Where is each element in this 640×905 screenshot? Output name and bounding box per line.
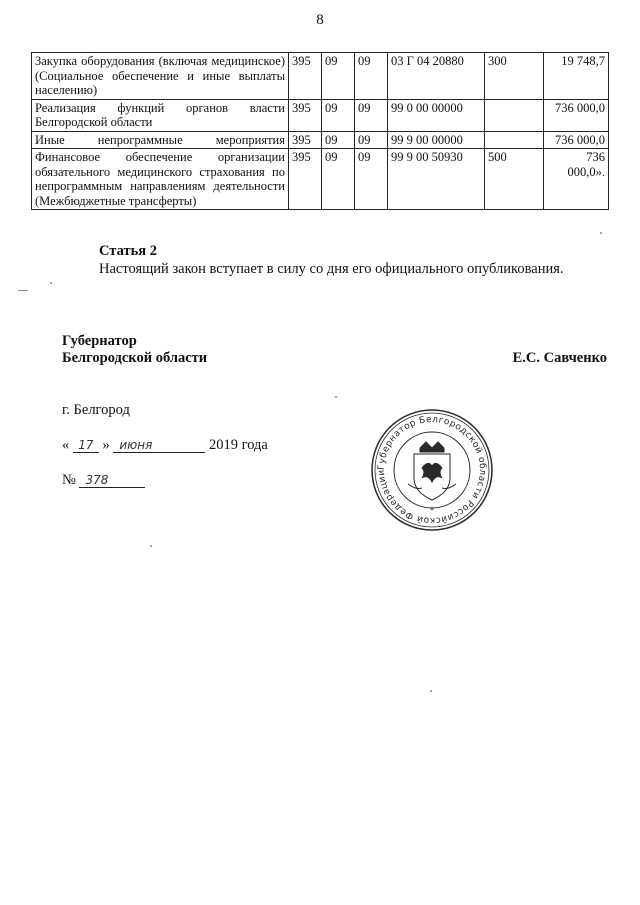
budget-table-body (32, 53, 609, 210)
row-subsection: 09 (355, 149, 388, 210)
row-subsection: 09 (355, 99, 388, 131)
scan-speck (150, 545, 152, 547)
row-amount: 736 000,0 (544, 99, 609, 131)
table-row (32, 131, 609, 149)
number-sign: № (62, 472, 76, 488)
row-expense-type: 300 (485, 53, 544, 100)
date-month: июня (113, 439, 205, 453)
row-section: 09 (322, 53, 355, 100)
row-target-article: 99 0 00 00000 (388, 99, 485, 131)
table-row (32, 53, 609, 100)
row-admin-code: 395 (289, 131, 322, 149)
date-close-quote: » (102, 437, 110, 453)
row-expense-type: 500 (485, 149, 544, 210)
governor-title-line1: Губернатор (62, 333, 137, 349)
official-seal-stamp (370, 408, 494, 532)
seal-text: Губернатор Белгородской области Российской Федерации (376, 414, 488, 526)
row-amount: 19 748,7 (544, 53, 609, 100)
row-target-article: 99 9 00 50930 (388, 149, 485, 210)
scan-speck (335, 396, 337, 398)
governor-name: Е.С. Савченко (512, 350, 607, 366)
row-admin-code: 395 (289, 53, 322, 100)
row-name: Финансовое обеспечение организации обязательного медицинского страхования по непрограммным направлениям деятельности (Межбюджетные трансферты) (32, 149, 289, 210)
row-subsection: 09 (355, 131, 388, 149)
scan-speck (18, 290, 28, 291)
date-open-quote: « (62, 437, 70, 453)
table-row (32, 149, 609, 210)
row-expense-type (485, 131, 544, 149)
article-text: Настоящий закон вступает в силу со дня его официального опубликования. (99, 261, 564, 277)
row-admin-code: 395 (289, 99, 322, 131)
row-admin-code: 395 (289, 149, 322, 210)
row-name: Иные непрограммные мероприятия (32, 131, 289, 149)
row-name: Реализация функций органов власти Белгородской области (32, 99, 289, 131)
row-amount: 736 000,0 (544, 131, 609, 149)
table-row (32, 99, 609, 131)
article-title: Статья 2 (99, 243, 157, 259)
signing-date (62, 437, 268, 454)
seal-star-icon: * (430, 506, 434, 515)
row-name: Закупка оборудования (включая медицинское) (Социальное обеспечение и иные выплаты населению) (32, 53, 289, 100)
row-section: 09 (322, 149, 355, 210)
row-target-article: 99 9 00 00000 (388, 131, 485, 149)
budget-table (31, 52, 609, 210)
row-amount: 736 000,0». (544, 149, 609, 210)
row-target-article: 03 Г 04 20880 (388, 53, 485, 100)
number-value: 378 (79, 474, 145, 488)
date-year: 2019 года (209, 437, 268, 453)
row-section: 09 (322, 99, 355, 131)
row-section: 09 (322, 131, 355, 149)
coat-of-arms-icon (408, 442, 456, 500)
scan-speck (50, 282, 52, 284)
scan-speck (600, 232, 602, 234)
row-subsection: 09 (355, 53, 388, 100)
row-expense-type (485, 99, 544, 131)
date-day: 17 (73, 439, 99, 453)
law-number (62, 472, 145, 489)
governor-title-line2: Белгородской области (62, 350, 208, 366)
page-number: 8 (316, 12, 324, 28)
scan-speck (430, 690, 432, 692)
city: г. Белгород (62, 402, 130, 418)
